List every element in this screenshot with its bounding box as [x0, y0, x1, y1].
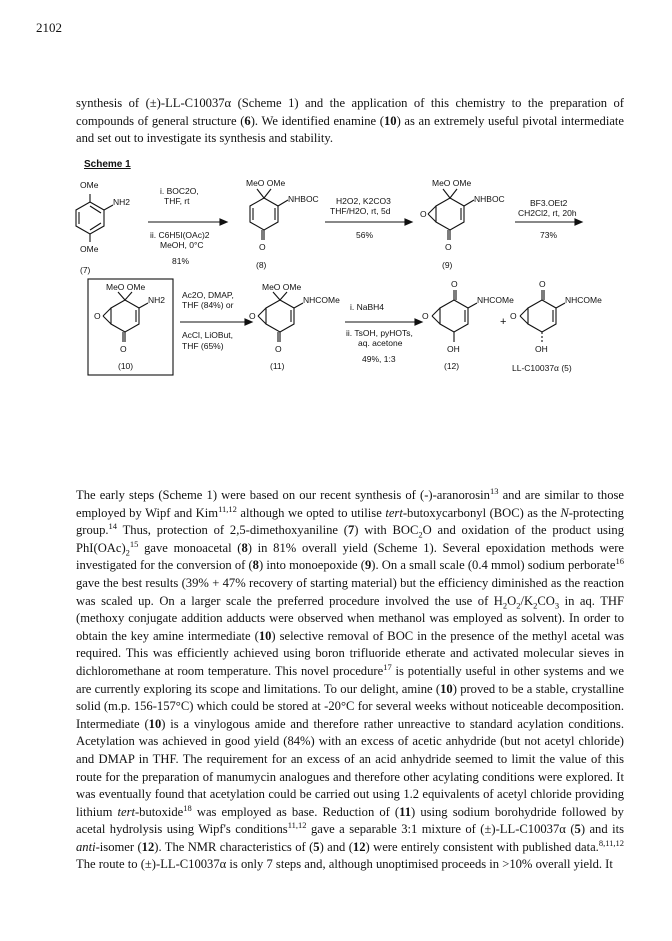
c11-bottom: O [275, 344, 282, 354]
c5-bottom: OH [535, 344, 548, 354]
c12-top: O [451, 279, 458, 289]
step4-below-2: THF (65%) [182, 341, 224, 351]
body-paragraph-run: The early steps (Scheme 1) were based on our recent synthesis of (-)-aranorosin [76, 488, 490, 502]
body-paragraph-run: is potentially useful in other systems and we are currently exploring its scope and limitations. To our delight, amine ( [76, 663, 624, 696]
body-paragraph-run: 14 [108, 521, 118, 531]
body-paragraph-run: 12 [141, 839, 155, 854]
body-paragraph-run: 18 [183, 802, 192, 813]
step1-above-2: THF, rt [164, 196, 190, 206]
body-paragraph-run: ) and its [580, 822, 624, 837]
ring-11 [266, 300, 294, 332]
body-paragraph-run: anti [76, 839, 96, 854]
body-paragraph-run: 2 [125, 547, 130, 558]
body-paragraph-run: 2 [516, 600, 521, 611]
ring-5 [528, 300, 556, 332]
body-paragraph-run: and are similar to those employed by Wipf and Kim [76, 488, 625, 520]
body-paragraph-run: -butoxycarbonyl (BOC) as the [402, 505, 561, 520]
plus-sign: + [500, 316, 507, 328]
c10-left: O [94, 311, 101, 321]
body-paragraph-run: The route to (±)-LL-C10037α is only 7 steps and, although unoptimised proceeds in >10% overall yield. It [76, 857, 613, 872]
body-paragraph-run: 13 [489, 485, 499, 496]
c11-sub: NHCOMe [303, 295, 340, 305]
body-paragraph-run: 9 [364, 558, 372, 573]
body-paragraph-run: /K [520, 593, 534, 608]
c12-num: (12) [444, 361, 460, 371]
body-paragraph-run: 17 [383, 661, 392, 672]
c5-num: LL-C10037α (5) [512, 363, 572, 373]
step2-above-2: THF/H2O, rt, 5d [330, 206, 391, 216]
body-paragraph-run: 8,11,12 [598, 837, 625, 848]
body-paragraph-run: ). The NMR characteristics of ( [154, 839, 314, 854]
step5-below-1: ii. TsOH, pyHOTs, [346, 328, 413, 338]
body-paragraph-run: was employed as base. Reduction of ( [191, 804, 400, 819]
body-paragraph-run: ) using sodium borohydride followed by acetal hydrolysis using Wipf's conditions [76, 804, 624, 837]
body-paragraph-run: although we opted to utilise [236, 505, 386, 520]
body-paragraph-run: 10 [440, 681, 453, 696]
step1-yield: 81% [172, 256, 190, 266]
step1-above-1: i. BOC2O, [160, 186, 199, 196]
body-paragraph-run: ) were entirely consistent with published data. [365, 839, 599, 854]
c8-top: MeO OMe [246, 178, 286, 188]
c9-left: O [420, 209, 427, 219]
step1-below-1: ii. C6H5I(OAc)2 [150, 230, 210, 240]
step2-yield: 56% [356, 230, 374, 240]
body-paragraph-run: tert [385, 505, 403, 520]
body-paragraph-run: 8 [241, 540, 248, 555]
step4-below-1: AcCl, LiOBut, [182, 330, 234, 340]
body-paragraph-run: ) in 81% overall yield (Scheme 1). Several epoxidation methods were investigated for the conversion of ( [76, 540, 624, 573]
body-paragraph-run: 5 [574, 822, 581, 837]
c8-num: (8) [256, 260, 267, 270]
c11-left: O [249, 311, 256, 321]
body-paragraph-run: -butoxide [134, 804, 184, 819]
c5-sub: NHCOMe [565, 295, 602, 305]
body-paragraph-run: CO [537, 593, 555, 608]
body-paragraph [76, 487, 624, 874]
c12-left: O [422, 311, 429, 321]
ring-9 [436, 198, 464, 230]
body-paragraph-run: 16 [615, 556, 624, 567]
c7-sub: NH2 [113, 197, 131, 207]
body-paragraph-run: O and oxidation of the product using PhI(OAc) [76, 523, 624, 555]
intro-paragraph-run: 6 [244, 113, 251, 128]
step4-above-1: Ac2O, DMAP, [182, 290, 234, 300]
body-paragraph-run: -protecting group. [76, 505, 624, 538]
c12-bottom: OH [447, 344, 460, 354]
step1-below-2: MeOH, 0°C [160, 240, 204, 250]
body-paragraph-run: 11,12 [218, 503, 237, 514]
body-paragraph-run: Thus, protection of 2,5-dimethoxyaniline ( [117, 523, 348, 538]
c7-bottom: OMe [80, 244, 99, 254]
body-paragraph-run: -isomer ( [95, 839, 142, 854]
c11-top: MeO OMe [262, 282, 302, 292]
step5-above-1: i. NaBH4 [350, 302, 385, 312]
body-paragraph-run: ) with BOC [354, 523, 419, 538]
c7-top: OMe [80, 180, 99, 190]
ring-8 [250, 198, 278, 230]
step5-yield: 49%, 1:3 [362, 354, 396, 364]
c10-sub: NH2 [148, 295, 166, 305]
intro-paragraph-run: 10 [383, 113, 397, 128]
body-paragraph-run: in aq. THF (methoxy conjugate addition adducts were observed when methanol was employed as solvent). In order to obtain the key amine intermediate ( [76, 593, 624, 643]
body-paragraph-run: 11,12 [287, 820, 307, 831]
body-paragraph-run: 5 [313, 839, 320, 854]
c8-bottom: O [259, 242, 266, 252]
ring-7 [76, 202, 104, 234]
body-paragraph-run: tert [117, 804, 135, 819]
step3-yield: 73% [540, 230, 558, 240]
c9-top: MeO OMe [432, 178, 472, 188]
body-paragraph-run: ). On a small scale (0.4 mmol) sodium perborate [371, 558, 616, 573]
c5-left: O [510, 311, 517, 321]
body-paragraph-run: 2 [502, 600, 508, 611]
ring-10 [111, 300, 139, 332]
c11-num: (11) [270, 361, 285, 371]
step3-above-2: CH2Cl2, rt, 20h [518, 208, 577, 218]
intro-paragraph-run: synthesis of (±)-LL-C10037α (Scheme 1) and the application of this chemistry to the preparation of compounds of general structure ( [76, 96, 624, 128]
page-number: 2102 [36, 20, 62, 35]
intro-paragraph-run: ). We identified enamine ( [250, 113, 384, 128]
body-paragraph-run: ) and ( [319, 839, 353, 854]
ring-12 [440, 300, 468, 332]
c9-num: (9) [442, 260, 453, 270]
body-paragraph-run: gave a separable 3:1 mixture of (±)-LL-C10037α ( [306, 822, 575, 837]
c12-sub: NHCOMe [477, 295, 514, 305]
c10-top: MeO OMe [106, 282, 146, 292]
body-paragraph-run: 15 [129, 538, 139, 549]
c9-bottom: O [445, 242, 452, 252]
body-paragraph-run: ) proved to be a stable, crystalline solid (m.p. 156-157°C) which could be stored at -20°C for several weeks without noticeable decomposition. Intermediate ( [76, 681, 624, 731]
c5-top: O [539, 279, 546, 289]
body-paragraph-run: gave monoacetal ( [138, 540, 242, 555]
step3-above-1: BF3.OEt2 [530, 198, 568, 208]
c9-sub: NHBOC [474, 194, 505, 204]
c8-sub: NHBOC [288, 194, 319, 204]
body-paragraph-run: ) is a vinylogous amide and therefore rather unreactive to standard acylation conditions. Acetylation was achieved in good yield (84%) with an excess of acetic anhydride (but not acetyl chloride) and DMAP in THF. The requirement for an excess of an acid anhydride seemed to limit the value of this route for the preparation of manumycin analogues and therefore other acylating conditions were explored. It was eventually found that acetylation could be carried out using 1.2 equivalents of acetyl chloride providing lithium [76, 716, 624, 819]
body-paragraph-run: 2 [533, 600, 538, 611]
step5-below-2: aq. acetone [358, 338, 403, 348]
body-paragraph-run: ) into monoepoxide ( [258, 558, 365, 573]
body-paragraph-run: N [560, 505, 569, 520]
c10-bottom: O [120, 344, 127, 354]
body-paragraph-run: gave the best results (39% + 47% recovery of starting material) but the efficiency diminished as the reaction was scaled up. On a larger scale the preferred procedure involved the use of H [76, 575, 624, 608]
scheme-label: Scheme 1 [84, 159, 131, 170]
body-paragraph-run: ) selective removal of BOC in the presence of the methyl acetal was required. This was efficiently achieved using boron trifluoride etherate and activated molecular sieves in dichloromethane at room temperature. This novel procedure [76, 628, 624, 678]
step2-above-1: H2O2, K2CO3 [336, 196, 391, 206]
c10-num: (10) [118, 361, 134, 371]
body-paragraph-run: 3 [554, 600, 560, 611]
body-paragraph-run: 12 [352, 839, 366, 854]
step4-above-2: THF (84%) or [182, 300, 234, 310]
intro-paragraph-run: ) as an extremely useful pivotal intermediate and set out to investigate its synthesis and stability. [76, 113, 624, 146]
body-paragraph-run: 2 [418, 529, 423, 540]
body-paragraph-run: 11 [399, 804, 412, 819]
body-paragraph-run: 8 [252, 558, 259, 573]
c7-num: (7) [80, 265, 91, 275]
body-paragraph-run: 10 [258, 628, 272, 643]
body-paragraph-run: 10 [148, 716, 162, 731]
body-paragraph-run: O [507, 593, 517, 608]
body-paragraph-run: 7 [348, 523, 355, 538]
